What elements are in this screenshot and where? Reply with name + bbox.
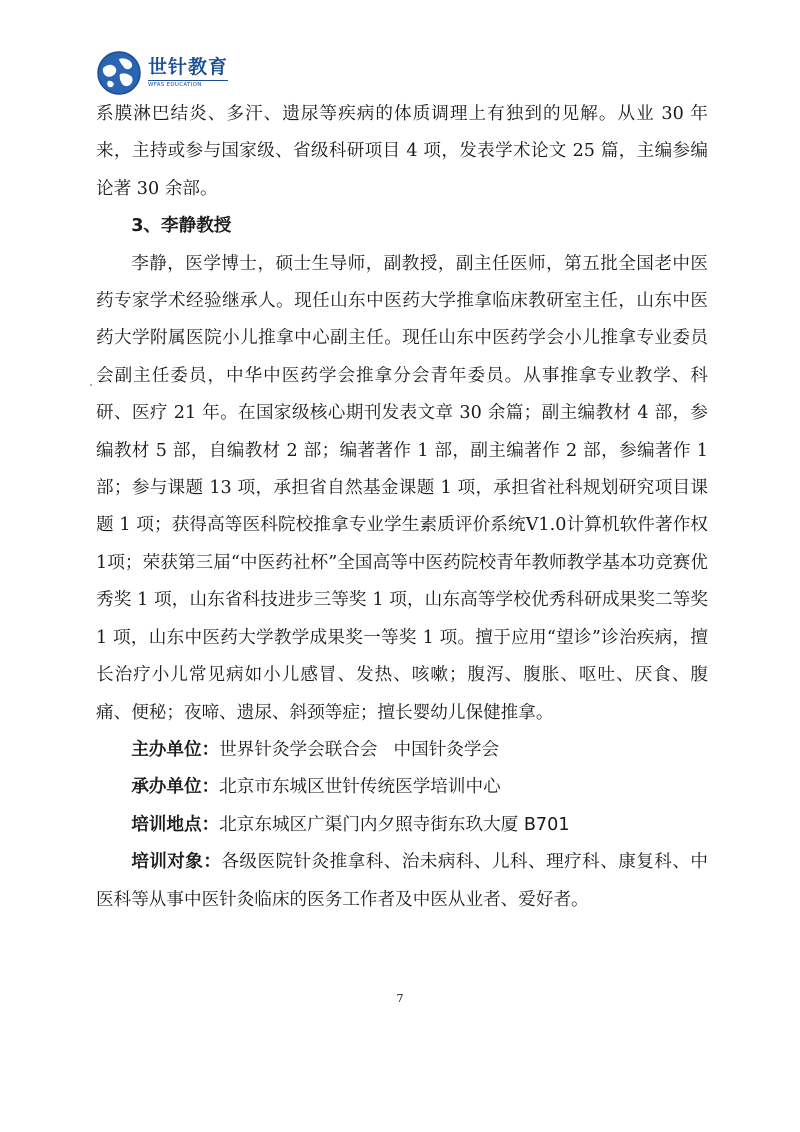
logo-english-name: WFAS EDUCATION xyxy=(148,80,228,89)
audience-value: 各级医院针灸推拿科、治未病科、儿科、理疗科、康复科、中医科等从事中医针灸临床的医务工作者及中医从业者、爱好者。 xyxy=(96,852,708,910)
location-label: 培训地点： xyxy=(131,814,220,835)
audience-row xyxy=(96,844,708,919)
location-row xyxy=(96,807,708,844)
document-body xyxy=(96,96,708,919)
wfas-education-logo xyxy=(96,50,228,96)
paragraph-continued: 系膜淋巴结炎、多汗、遗尿等疾病的体质调理上有独到的见解。从业 30 年来，主持或参与国家级、省级科研项目 4 项，发表学术论文 25 篇，主编参编论著 30 余部。 xyxy=(96,104,708,199)
paragraph-profile: 李静，医学博士，硕士生导师，副教授，副主任医师，第五批全国老中医药专家学术经验继承人。现任山东中医药大学推拿临床教研室主任，山东中医药大学附属医院小儿推拿中心副主任。现任山东中医药学会小儿推拿专业委员会副主任委员，中华中医药学会推拿分会青年委员。从事推拿专业教学、科研、医疗 21 年。在国家级核心期刊发表文章 30 余篇；副主编教材 4 部，参编教材 5 部，自编教材 2 部；编著著作 1 部，副主编著作 2 部，参编著作 1 部；参与课题 13 项，承担省自然基金课题 1 项，承担省社科规划研究项目课题 1 项；获得高等医科院校推拿专业学生素质评价系统V1.0计算机软件著作权1项；荣获第三届“中医药社杯”全国高等中医药院校青年教师教学基本功竞赛优秀奖 1 项，山东省科技进步三等奖 1 项，山东高等学校优秀科研成果奖二等奖 1 项，山东中医药大学教学成果奖一等奖 1 项。擅于应用“望诊”诊治疾病，擅长治疗小儿常见病如小儿感冒、发热、咳嗽；腹泻、腹胀、呕吐、厌食、腹痛、便秘；夜啼、遗尿、斜颈等症；擅长婴幼儿保健推拿。 xyxy=(96,253,708,723)
host-label: 承办单位： xyxy=(131,777,220,798)
audience-label: 培训对象： xyxy=(131,852,222,873)
organizer-value-1: 世界针灸学会联合会 xyxy=(219,739,378,760)
organizer-label: 主办单位： xyxy=(131,739,220,760)
host-value: 北京市东城区世针传统医学培训中心 xyxy=(219,777,501,798)
section-heading: 3、李静教授 xyxy=(131,216,232,237)
scan-speck xyxy=(90,384,92,386)
page-number: 7 xyxy=(396,992,404,1005)
organizer-row xyxy=(96,732,708,769)
location-value: 北京东城区广渠门内夕照寺街东玖大厦 B701 xyxy=(219,814,570,835)
organizer-value-2: 中国针灸学会 xyxy=(393,739,500,760)
globe-icon xyxy=(96,50,142,96)
logo-chinese-name: 世针教育 xyxy=(148,55,229,78)
host-row xyxy=(96,769,708,806)
